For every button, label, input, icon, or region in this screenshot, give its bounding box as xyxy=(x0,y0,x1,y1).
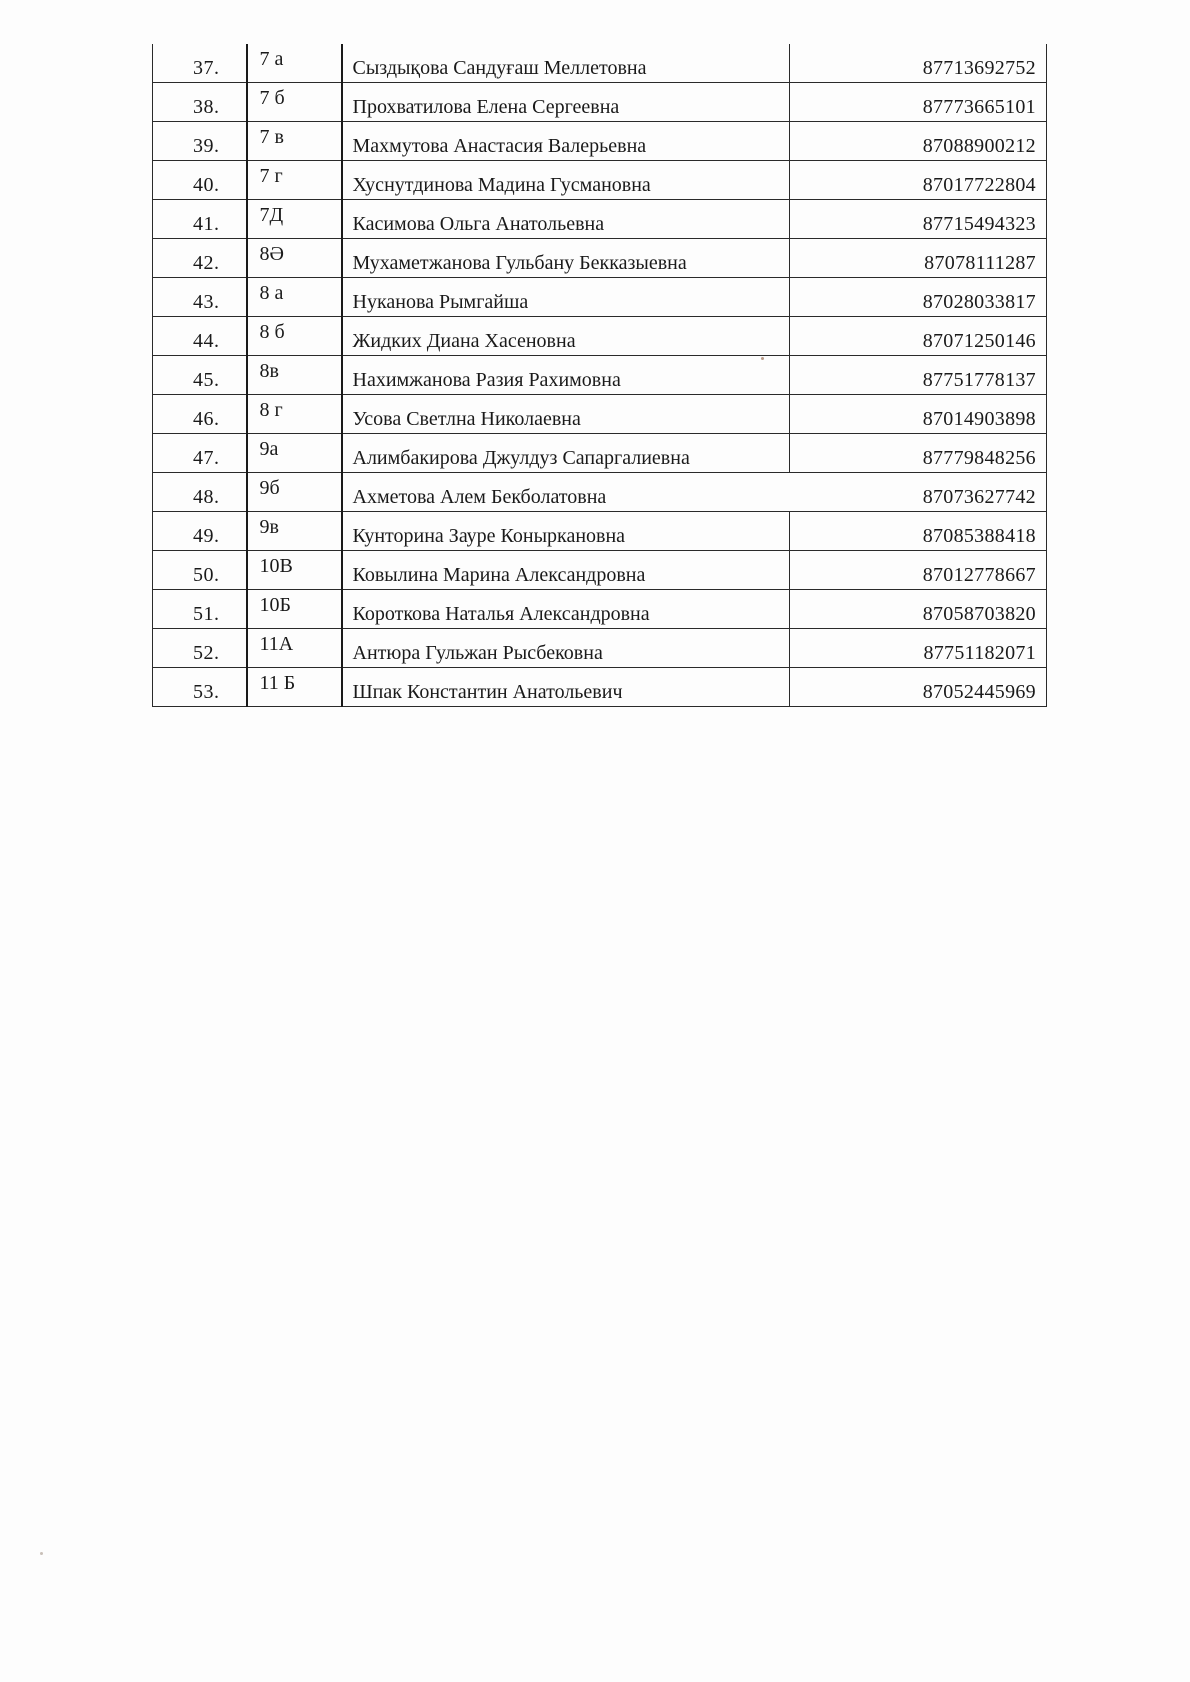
table-row xyxy=(153,161,1047,200)
class-cell: 7Д xyxy=(247,200,342,239)
table-row xyxy=(153,395,1047,434)
row-number: 38. xyxy=(153,83,247,122)
table-row xyxy=(153,278,1047,317)
class-cell: 9а xyxy=(247,434,342,473)
teacher-name: Усова Светлна Николаевна xyxy=(342,395,790,434)
class-cell: 8 б xyxy=(247,317,342,356)
scan-speck xyxy=(761,357,764,360)
teacher-name: Нахимжанова Разия Рахимовна xyxy=(342,356,790,395)
teacher-name: Ковылина Марина Александровна xyxy=(342,551,790,590)
class-cell: 11А xyxy=(247,629,342,668)
teacher-name: Хуснутдинова Мадина Гусмановна xyxy=(342,161,790,200)
table-row xyxy=(153,668,1047,707)
class-cell: 10В xyxy=(247,551,342,590)
phone-number: 87713692752 xyxy=(790,44,1047,83)
row-number: 41. xyxy=(153,200,247,239)
row-number: 45. xyxy=(153,356,247,395)
phone-number: 87014903898 xyxy=(790,395,1047,434)
class-cell: 10Б xyxy=(247,590,342,629)
table-row xyxy=(153,200,1047,239)
table-row xyxy=(153,239,1047,278)
class-cell: 8 г xyxy=(247,395,342,434)
row-number: 39. xyxy=(153,122,247,161)
phone-number: 87773665101 xyxy=(790,83,1047,122)
table-row xyxy=(153,551,1047,590)
teacher-name: Кунторина Зауре Коныркановна xyxy=(342,512,790,551)
phone-number: 87751182071 xyxy=(790,629,1047,668)
phone-number: 87058703820 xyxy=(790,590,1047,629)
phone-number: 87017722804 xyxy=(790,161,1047,200)
row-number: 47. xyxy=(153,434,247,473)
teacher-name: Прохватилова Елена Сергеевна xyxy=(342,83,790,122)
teacher-name: Касимова Ольга Анатольевна xyxy=(342,200,790,239)
row-number: 44. xyxy=(153,317,247,356)
row-number: 53. xyxy=(153,668,247,707)
teacher-name: Сыздықова Сандуғаш Меллетовна xyxy=(342,44,790,83)
phone-number: 87071250146 xyxy=(790,317,1047,356)
class-cell: 7 а xyxy=(247,44,342,83)
row-number: 50. xyxy=(153,551,247,590)
phone-number: 87715494323 xyxy=(790,200,1047,239)
table-row xyxy=(153,356,1047,395)
row-number: 40. xyxy=(153,161,247,200)
teacher-name: Короткова Наталья Александровна xyxy=(342,590,790,629)
row-number: 42. xyxy=(153,239,247,278)
scan-speck xyxy=(40,1552,43,1555)
phone-number: 87751778137 xyxy=(790,356,1047,395)
class-cell: 8в xyxy=(247,356,342,395)
table-row xyxy=(153,512,1047,551)
table-row xyxy=(153,317,1047,356)
table-row xyxy=(153,629,1047,668)
teacher-name: Жидких Диана Хасеновна xyxy=(342,317,790,356)
table-row xyxy=(153,434,1047,473)
row-number: 37. xyxy=(153,44,247,83)
teacher-name: Шпак Константин Анатольевич xyxy=(342,668,790,707)
class-cell: 7 г xyxy=(247,161,342,200)
table-row xyxy=(153,44,1047,83)
phone-number: 87028033817 xyxy=(790,278,1047,317)
phone-number: 87088900212 xyxy=(790,122,1047,161)
class-cell: 9б xyxy=(247,473,342,512)
row-number: 49. xyxy=(153,512,247,551)
row-number: 48. xyxy=(153,473,247,512)
row-number: 52. xyxy=(153,629,247,668)
table-row xyxy=(153,473,1047,512)
table-row xyxy=(153,122,1047,161)
class-cell: 8Ә xyxy=(247,239,342,278)
teacher-name: Нуканова Рымгайша xyxy=(342,278,790,317)
phone-number: 87779848256 xyxy=(790,434,1047,473)
class-cell: 9в xyxy=(247,512,342,551)
table-body xyxy=(153,44,1047,707)
table-row xyxy=(153,590,1047,629)
row-number: 51. xyxy=(153,590,247,629)
phone-number: 87052445969 xyxy=(790,668,1047,707)
teacher-name: Мухаметжанова Гульбану Бекказыевна xyxy=(342,239,790,278)
class-cell: 11 Б xyxy=(247,668,342,707)
row-number: 43. xyxy=(153,278,247,317)
table-row xyxy=(153,83,1047,122)
teacher-name: Алимбакирова Джулдуз Сапаргалиевна xyxy=(342,434,790,473)
phone-number: 87085388418 xyxy=(790,512,1047,551)
teacher-name: Антюра Гульжан Рысбековна xyxy=(342,629,790,668)
phone-number: 87078111287 xyxy=(790,239,1047,278)
teacher-name: Ахметова Алем Бекболатовна xyxy=(342,473,790,512)
teacher-name: Махмутова Анастасия Валерьевна xyxy=(342,122,790,161)
phone-number: 87012778667 xyxy=(790,551,1047,590)
row-number: 46. xyxy=(153,395,247,434)
class-teacher-table xyxy=(152,44,1047,707)
class-cell: 7 б xyxy=(247,83,342,122)
class-cell: 7 в xyxy=(247,122,342,161)
phone-number: 87073627742 xyxy=(790,473,1047,512)
class-cell: 8 а xyxy=(247,278,342,317)
